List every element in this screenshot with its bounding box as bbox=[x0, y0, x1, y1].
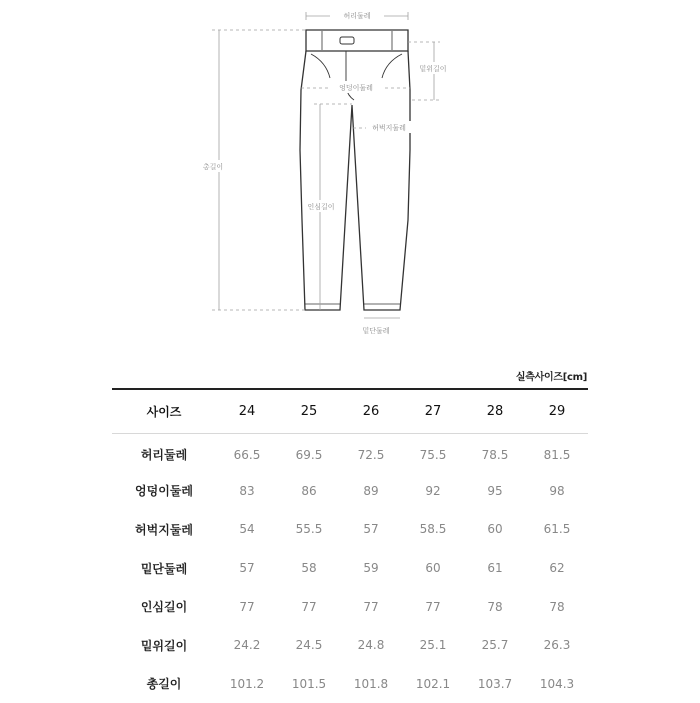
table-cell: 24.2 bbox=[233, 638, 261, 653]
table-cell: 61.5 bbox=[543, 522, 571, 537]
table-cell: 59 bbox=[363, 561, 379, 576]
row-label: 엉덩이둘레 bbox=[135, 484, 193, 499]
table-cell: 77 bbox=[425, 599, 441, 614]
table-cell: 78 bbox=[549, 599, 565, 614]
size-header-row bbox=[112, 389, 588, 433]
table-cell: 57 bbox=[239, 561, 255, 576]
row-label: 허벅지둘레 bbox=[135, 522, 193, 537]
table-cell: 24.8 bbox=[357, 638, 385, 653]
table-cell: 101.2 bbox=[229, 676, 265, 691]
hem-label: 밑단둘레 bbox=[362, 327, 390, 335]
size-column-header: 29 bbox=[548, 403, 566, 419]
waist-label: 허리둘레 bbox=[343, 12, 371, 20]
table-row bbox=[112, 510, 588, 549]
table-cell: 95 bbox=[487, 483, 503, 498]
table-cell: 58 bbox=[301, 561, 317, 576]
size-row-header: 사이즈 bbox=[146, 404, 182, 419]
total-length-label: 총길이 bbox=[202, 163, 224, 171]
table-cell: 92 bbox=[425, 483, 441, 498]
table-row bbox=[112, 433, 588, 472]
table-cell: 66.5 bbox=[233, 447, 261, 462]
table-cell: 69.5 bbox=[295, 447, 323, 462]
row-label: 총길이 bbox=[146, 677, 182, 692]
table-cell: 72.5 bbox=[357, 447, 385, 462]
table-cell: 89 bbox=[363, 483, 379, 498]
table-cell: 62 bbox=[549, 561, 565, 576]
size-column-header: 28 bbox=[486, 403, 504, 419]
table-row bbox=[112, 665, 588, 703]
table-row bbox=[112, 626, 588, 665]
table-cell: 75.5 bbox=[419, 447, 447, 462]
size-column-header: 27 bbox=[424, 403, 442, 419]
table-cell: 81.5 bbox=[543, 447, 571, 462]
table-cell: 60 bbox=[425, 561, 441, 576]
row-label: 인심길이 bbox=[140, 600, 188, 615]
table-cell: 83 bbox=[239, 483, 255, 498]
table-cell: 26.3 bbox=[543, 638, 571, 653]
table-cell: 101.8 bbox=[353, 676, 389, 691]
table-cell: 102.1 bbox=[415, 676, 451, 691]
unit-note: 실측사이즈[cm] bbox=[515, 372, 587, 383]
table-cell: 101.5 bbox=[291, 676, 327, 691]
table-cell: 77 bbox=[363, 599, 379, 614]
rise-label: 밑위길이 bbox=[419, 65, 447, 73]
row-label: 허리둘레 bbox=[140, 448, 188, 463]
table-cell: 25.1 bbox=[419, 638, 447, 653]
pants-outline bbox=[300, 30, 410, 310]
table-cell: 58.5 bbox=[419, 522, 447, 537]
table-cell: 104.3 bbox=[539, 676, 575, 691]
size-column-header: 24 bbox=[238, 403, 256, 419]
measurement-guides bbox=[212, 12, 440, 318]
table-cell: 103.7 bbox=[477, 676, 513, 691]
table-cell: 24.5 bbox=[295, 638, 323, 653]
table-cell: 61 bbox=[487, 561, 503, 576]
table-row bbox=[112, 587, 588, 626]
table-cell: 60 bbox=[487, 522, 503, 537]
row-label: 밑위길이 bbox=[140, 638, 188, 653]
table-cell: 57 bbox=[363, 522, 379, 537]
row-label: 밑단둘레 bbox=[140, 561, 188, 576]
table-cell: 77 bbox=[239, 599, 255, 614]
table-cell: 78.5 bbox=[481, 447, 509, 462]
hip-label: 엉덩이둘레 bbox=[339, 84, 373, 92]
size-table bbox=[112, 388, 588, 703]
size-column-header: 25 bbox=[300, 403, 318, 419]
size-column-header: 26 bbox=[362, 403, 380, 419]
table-cell: 77 bbox=[301, 599, 317, 614]
table-cell: 55.5 bbox=[295, 522, 323, 537]
pants-measurement-diagram bbox=[0, 0, 700, 350]
table-cell: 98 bbox=[549, 483, 565, 498]
table-cell: 86 bbox=[301, 483, 317, 498]
thigh-label: 허벅지둘레 bbox=[372, 124, 406, 132]
table-row bbox=[112, 472, 588, 511]
table-cell: 78 bbox=[487, 599, 503, 614]
table-row bbox=[112, 549, 588, 588]
table-cell: 54 bbox=[239, 522, 255, 537]
inseam-label: 인심길이 bbox=[307, 203, 335, 211]
table-cell: 25.7 bbox=[481, 638, 509, 653]
